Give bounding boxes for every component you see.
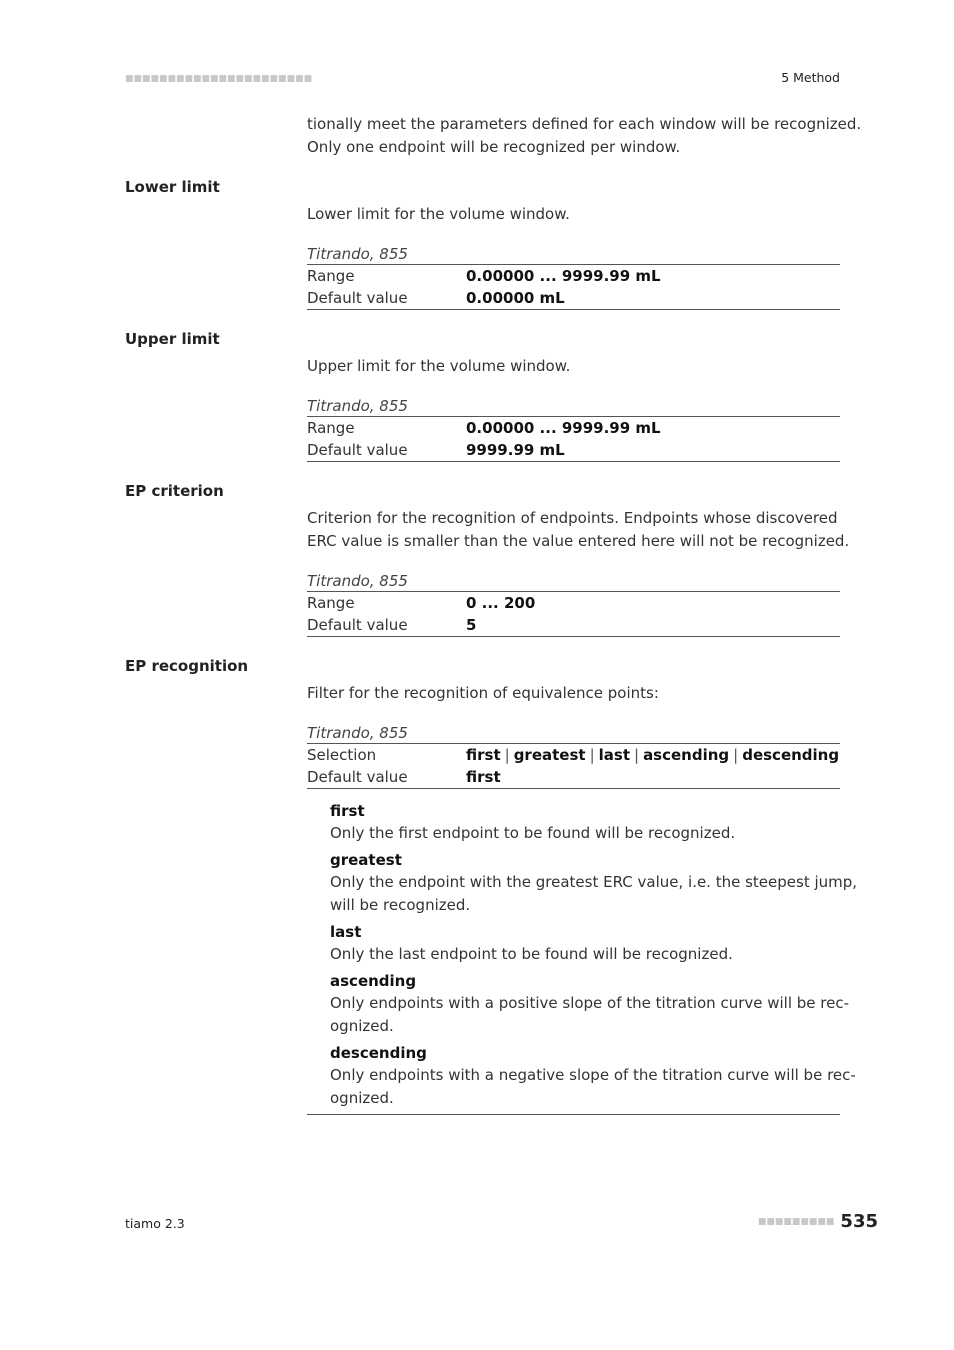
section-description-line-2: ERC value is smaller than the value entered here will not be recognized. (307, 532, 850, 550)
default-value: 9999.99 mL (466, 441, 565, 459)
range-value: 0 ... 200 (466, 594, 536, 612)
default-label: Default value (307, 768, 408, 786)
table-row (307, 417, 840, 440)
option-name: greatest (330, 851, 402, 869)
option-list (307, 800, 858, 1110)
page-footer (758, 1211, 878, 1232)
default-value: first (466, 768, 501, 786)
section-title: EP recognition (125, 657, 249, 675)
page-content (125, 113, 862, 1134)
option-name: descending (330, 1044, 427, 1062)
option-description: Only endpoints with a positive slope of the titration curve will be rec- (330, 994, 850, 1012)
option-description: Only the first endpoint to be found will be recognized. (330, 824, 736, 842)
section-description: Upper limit for the volume window. (307, 357, 571, 375)
selection-item: last (598, 746, 630, 764)
parameter-table (307, 591, 840, 637)
separator: | (589, 746, 595, 764)
selection-item: first (466, 746, 501, 764)
footer-decoration: ■■■■■■■■■ (757, 1216, 835, 1227)
parameter-table (307, 416, 840, 462)
table-row (307, 744, 840, 767)
section-upper-limit (125, 329, 840, 462)
device-label: Titrando, 855 (307, 397, 408, 415)
option-name: ascending (330, 972, 417, 990)
list-item (330, 1042, 856, 1110)
intro-paragraph (307, 113, 862, 159)
default-label: Default value (307, 441, 408, 459)
option-description: Only the endpoint with the greatest ERC value, i.e. the steepest jump, (330, 873, 858, 891)
section-title: Upper limit (125, 330, 220, 348)
range-label: Range (307, 419, 355, 437)
device-label: Titrando, 855 (307, 572, 408, 590)
separator: | (733, 746, 739, 764)
selection-values (466, 744, 840, 767)
section-description: Lower limit for the volume window. (307, 205, 570, 223)
default-label: Default value (307, 289, 408, 307)
section-ep-recognition (125, 656, 858, 1115)
option-description: Only endpoints with a negative slope of the titration curve will be rec- (330, 1066, 856, 1084)
section-title: Lower limit (125, 178, 220, 196)
table-row (307, 265, 840, 288)
separator: | (504, 746, 510, 764)
option-description: Only the last endpoint to be found will be recognized. (330, 945, 733, 963)
option-description: ognized. (330, 1017, 394, 1035)
list-item (330, 800, 840, 845)
range-label: Range (307, 594, 355, 612)
divider (307, 1114, 840, 1115)
device-label: Titrando, 855 (307, 724, 408, 742)
intro-line-1: tionally meet the parameters defined for each window will be recognized. (307, 115, 862, 133)
selection-item: descending (742, 746, 840, 764)
default-label: Default value (307, 616, 408, 634)
option-description: ognized. (330, 1089, 394, 1107)
intro-line-2: Only one endpoint will be recognized per window. (307, 138, 681, 156)
table-row (307, 287, 840, 310)
table-row (307, 614, 840, 637)
product-version: tiamo 2.3 (125, 1216, 185, 1231)
separator: | (634, 746, 640, 764)
selection-item: ascending (643, 746, 730, 764)
range-label: Range (307, 267, 355, 285)
option-description: will be recognized. (330, 896, 471, 914)
section-title: EP criterion (125, 482, 224, 500)
selection-item: greatest (513, 746, 586, 764)
default-value: 0.00000 mL (466, 289, 565, 307)
section-description: Filter for the recognition of equivalence points: (307, 684, 659, 702)
option-name: first (330, 802, 365, 820)
list-item (330, 849, 858, 917)
table-row (307, 766, 840, 789)
option-name: last (330, 923, 362, 941)
chapter-title: 5 Method (781, 70, 840, 85)
selection-label: Selection (307, 746, 377, 764)
table-row (307, 439, 840, 462)
parameter-table (307, 264, 840, 310)
list-item (330, 970, 850, 1038)
range-value: 0.00000 ... 9999.99 mL (466, 419, 661, 437)
parameter-table (307, 743, 840, 789)
default-value: 5 (466, 616, 477, 634)
range-value: 0.00000 ... 9999.99 mL (466, 267, 661, 285)
section-lower-limit (125, 177, 840, 310)
device-label: Titrando, 855 (307, 245, 408, 263)
section-ep-criterion (125, 481, 850, 637)
section-description-line-1: Criterion for the recognition of endpoints. Endpoints whose discovered (307, 509, 838, 527)
list-item (330, 921, 840, 966)
header-decoration: ■■■■■■■■■■■■■■■■■■■■■■ (125, 74, 313, 84)
table-row (307, 592, 840, 615)
page-number: 535 (840, 1211, 878, 1232)
